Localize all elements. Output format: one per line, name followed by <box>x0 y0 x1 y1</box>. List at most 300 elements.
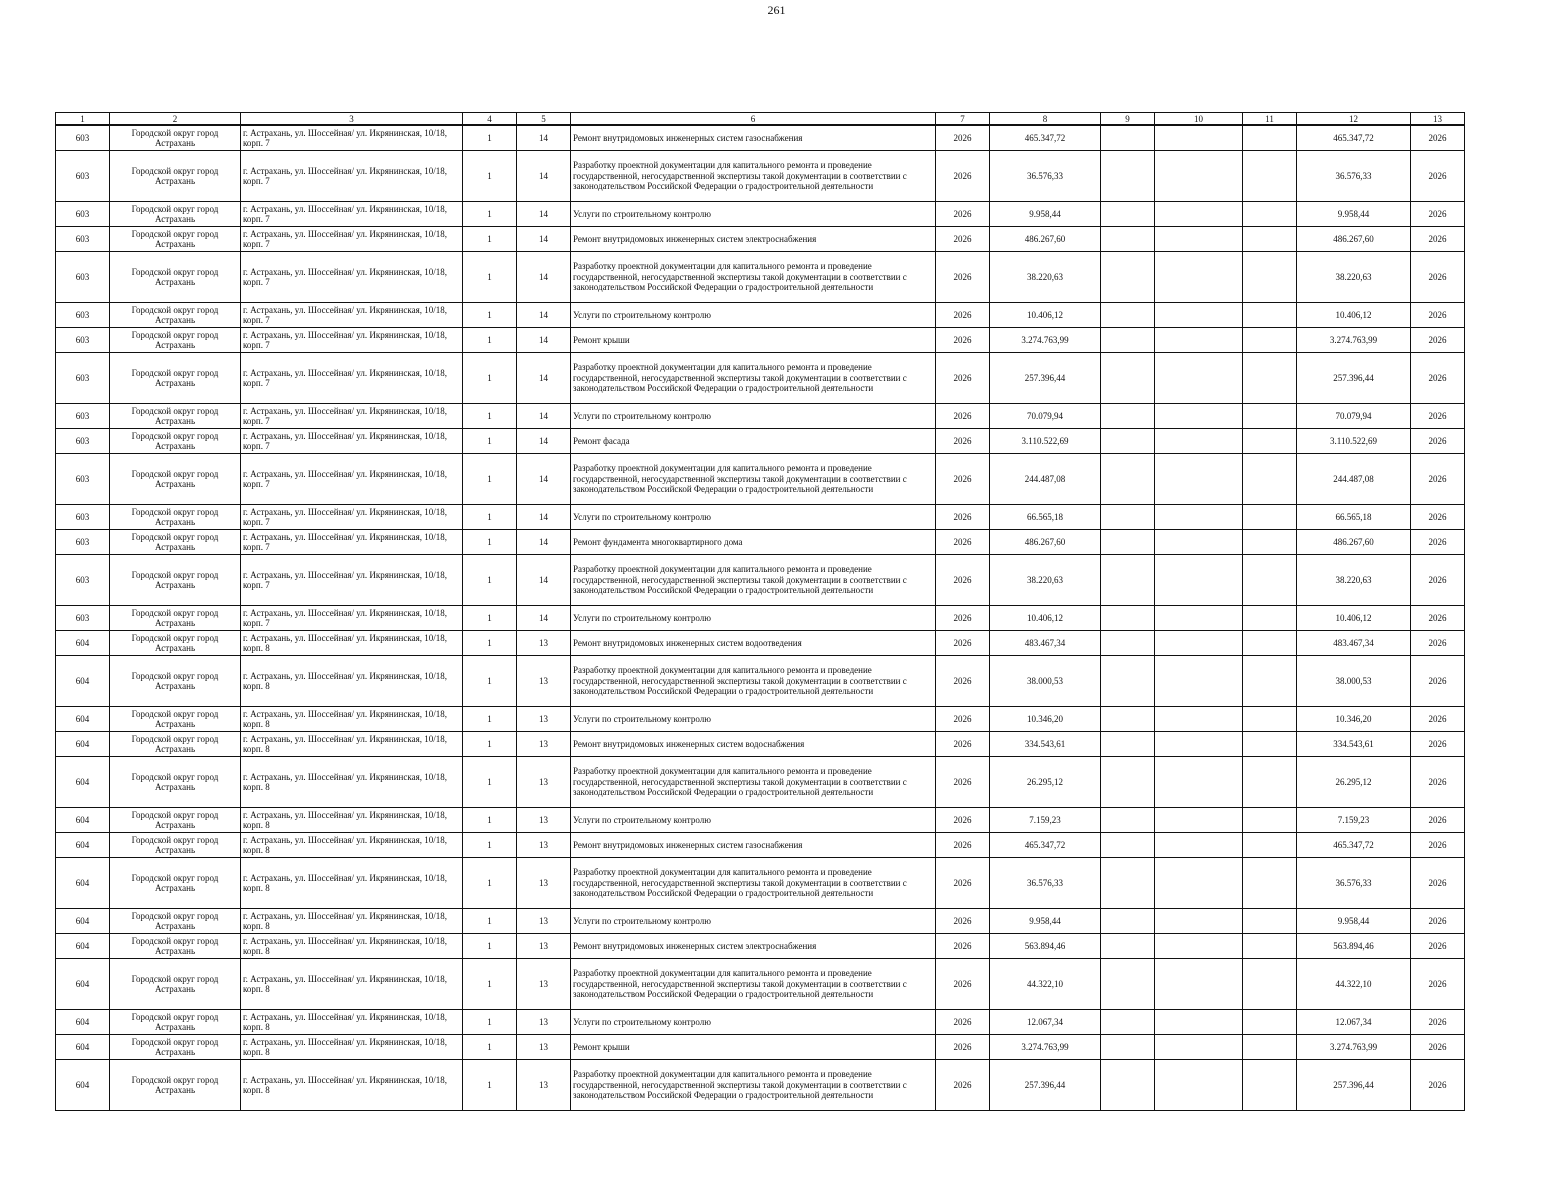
col4-cell: 1 <box>463 808 517 833</box>
col9-cell <box>1101 934 1155 959</box>
row-number: 604 <box>56 909 110 934</box>
work-type-cell: Разработку проектной документации для капитального ремонта и проведение государственной, негосударственной экспертизы такой документации в соответствии с законодательством Российской Федерации о градостроительной деятельности <box>571 656 936 707</box>
col9-cell <box>1101 833 1155 858</box>
table-row <box>56 202 1465 227</box>
address-cell: г. Астрахань, ул. Шоссейная/ ул. Икрянинская, 10/18, корп. 8 <box>241 934 463 959</box>
col12-cell: 465.347,72 <box>1297 125 1411 151</box>
col4-cell: 1 <box>463 328 517 353</box>
col13-cell: 2026 <box>1411 252 1465 303</box>
col11-cell <box>1243 328 1297 353</box>
col13-cell: 2026 <box>1411 555 1465 606</box>
col9-cell <box>1101 732 1155 757</box>
col9-cell <box>1101 1035 1155 1060</box>
col10-cell <box>1155 328 1243 353</box>
district-cell: Городской округ город Астрахань <box>110 1060 241 1111</box>
work-type-cell: Ремонт внутридомовых инженерных систем водоотведения <box>571 631 936 656</box>
year-cell: 2026 <box>936 530 990 555</box>
col9-cell <box>1101 404 1155 429</box>
cost-cell: 12.067,34 <box>990 1010 1101 1035</box>
col12-cell: 3.110.522,69 <box>1297 429 1411 454</box>
col11-cell <box>1243 1010 1297 1035</box>
year-cell: 2026 <box>936 959 990 1010</box>
col5-cell: 13 <box>517 1035 571 1060</box>
col9-cell <box>1101 505 1155 530</box>
col10-cell <box>1155 631 1243 656</box>
address-cell: г. Астрахань, ул. Шоссейная/ ул. Икрянинская, 10/18, корп. 7 <box>241 555 463 606</box>
col12-cell: 12.067,34 <box>1297 1010 1411 1035</box>
col11-cell <box>1243 606 1297 631</box>
district-cell: Городской округ город Астрахань <box>110 833 241 858</box>
col10-cell <box>1155 959 1243 1010</box>
col11-cell <box>1243 353 1297 404</box>
district-cell: Городской округ город Астрахань <box>110 353 241 404</box>
work-type-cell: Разработку проектной документации для капитального ремонта и проведение государственной, негосударственной экспертизы такой документации в соответствии с законодательством Российской Федерации о градостроительной деятельности <box>571 757 936 808</box>
cost-cell: 38.000,53 <box>990 656 1101 707</box>
col13-cell: 2026 <box>1411 732 1465 757</box>
table-row <box>56 732 1465 757</box>
work-type-cell: Услуги по строительному контролю <box>571 505 936 530</box>
col9-cell <box>1101 252 1155 303</box>
row-number: 604 <box>56 833 110 858</box>
col5-cell: 14 <box>517 429 571 454</box>
col13-cell: 2026 <box>1411 858 1465 909</box>
col4-cell: 1 <box>463 757 517 808</box>
col5-cell: 14 <box>517 606 571 631</box>
address-cell: г. Астрахань, ул. Шоссейная/ ул. Икрянинская, 10/18, корп. 8 <box>241 959 463 1010</box>
col9-cell <box>1101 328 1155 353</box>
work-type-cell: Ремонт внутридомовых инженерных систем водоснабжения <box>571 732 936 757</box>
row-number: 603 <box>56 125 110 151</box>
col12-cell: 70.079,94 <box>1297 404 1411 429</box>
table-row <box>56 1010 1465 1035</box>
row-number: 604 <box>56 656 110 707</box>
work-type-cell: Ремонт внутридомовых инженерных систем электроснабжения <box>571 227 936 252</box>
col5-cell: 14 <box>517 125 571 151</box>
work-type-cell: Разработку проектной документации для капитального ремонта и проведение государственной, негосударственной экспертизы такой документации в соответствии с законодательством Российской Федерации о градостроительной деятельности <box>571 959 936 1010</box>
col12-cell: 244.487,08 <box>1297 454 1411 505</box>
work-type-cell: Разработку проектной документации для капитального ремонта и проведение государственной, негосударственной экспертизы такой документации в соответствии с законодательством Российской Федерации о градостроительной деятельности <box>571 151 936 202</box>
row-number: 604 <box>56 858 110 909</box>
district-cell: Городской округ город Астрахань <box>110 959 241 1010</box>
address-cell: г. Астрахань, ул. Шоссейная/ ул. Икрянинская, 10/18, корп. 8 <box>241 1035 463 1060</box>
col13-cell: 2026 <box>1411 631 1465 656</box>
work-type-cell: Разработку проектной документации для капитального ремонта и проведение государственной, негосударственной экспертизы такой документации в соответствии с законодательством Российской Федерации о градостроительной деятельности <box>571 454 936 505</box>
col13-cell: 2026 <box>1411 454 1465 505</box>
col9-cell <box>1101 125 1155 151</box>
col13-cell: 2026 <box>1411 757 1465 808</box>
district-cell: Городской округ город Астрахань <box>110 125 241 151</box>
year-cell: 2026 <box>936 151 990 202</box>
col5-cell: 13 <box>517 1010 571 1035</box>
work-type-cell: Услуги по строительному контролю <box>571 808 936 833</box>
address-cell: г. Астрахань, ул. Шоссейная/ ул. Икрянинская, 10/18, корп. 7 <box>241 227 463 252</box>
col9-cell <box>1101 530 1155 555</box>
col13-cell: 2026 <box>1411 656 1465 707</box>
col12-cell: 9.958,44 <box>1297 909 1411 934</box>
repair-schedule-table <box>55 112 1465 1111</box>
row-number: 603 <box>56 530 110 555</box>
address-cell: г. Астрахань, ул. Шоссейная/ ул. Икрянинская, 10/18, корп. 8 <box>241 1060 463 1111</box>
table-row <box>56 959 1465 1010</box>
col5-cell: 13 <box>517 631 571 656</box>
column-header: 7 <box>936 113 990 126</box>
col5-cell: 14 <box>517 151 571 202</box>
col9-cell <box>1101 454 1155 505</box>
table-row <box>56 909 1465 934</box>
col11-cell <box>1243 125 1297 151</box>
year-cell: 2026 <box>936 1010 990 1035</box>
col5-cell: 14 <box>517 303 571 328</box>
address-cell: г. Астрахань, ул. Шоссейная/ ул. Икрянинская, 10/18, корп. 7 <box>241 151 463 202</box>
col10-cell <box>1155 505 1243 530</box>
col5-cell: 13 <box>517 909 571 934</box>
col9-cell <box>1101 606 1155 631</box>
year-cell: 2026 <box>936 454 990 505</box>
col4-cell: 1 <box>463 606 517 631</box>
col5-cell: 14 <box>517 252 571 303</box>
col12-cell: 486.267,60 <box>1297 227 1411 252</box>
row-number: 603 <box>56 227 110 252</box>
table-row <box>56 505 1465 530</box>
table-row <box>56 353 1465 404</box>
table-row <box>56 151 1465 202</box>
column-header: 9 <box>1101 113 1155 126</box>
col10-cell <box>1155 555 1243 606</box>
table-row <box>56 303 1465 328</box>
col10-cell <box>1155 404 1243 429</box>
col13-cell: 2026 <box>1411 353 1465 404</box>
col10-cell <box>1155 252 1243 303</box>
cost-cell: 486.267,60 <box>990 530 1101 555</box>
col11-cell <box>1243 732 1297 757</box>
column-header: 1 <box>56 113 110 126</box>
col12-cell: 465.347,72 <box>1297 833 1411 858</box>
cost-cell: 38.220,63 <box>990 252 1101 303</box>
row-number: 604 <box>56 1035 110 1060</box>
cost-cell: 70.079,94 <box>990 404 1101 429</box>
col5-cell: 13 <box>517 934 571 959</box>
row-number: 603 <box>56 151 110 202</box>
table-body <box>56 125 1465 1111</box>
col9-cell <box>1101 1060 1155 1111</box>
col4-cell: 1 <box>463 631 517 656</box>
col11-cell <box>1243 808 1297 833</box>
district-cell: Городской округ город Астрахань <box>110 808 241 833</box>
col4-cell: 1 <box>463 454 517 505</box>
cost-cell: 486.267,60 <box>990 227 1101 252</box>
col9-cell <box>1101 555 1155 606</box>
col10-cell <box>1155 833 1243 858</box>
col12-cell: 10.406,12 <box>1297 303 1411 328</box>
district-cell: Городской округ город Астрахань <box>110 555 241 606</box>
col11-cell <box>1243 404 1297 429</box>
district-cell: Городской округ город Астрахань <box>110 934 241 959</box>
col10-cell <box>1155 934 1243 959</box>
year-cell: 2026 <box>936 934 990 959</box>
address-cell: г. Астрахань, ул. Шоссейная/ ул. Икрянинская, 10/18, корп. 8 <box>241 909 463 934</box>
col5-cell: 13 <box>517 808 571 833</box>
col9-cell <box>1101 808 1155 833</box>
work-type-cell: Услуги по строительному контролю <box>571 606 936 631</box>
district-cell: Городской округ город Астрахань <box>110 631 241 656</box>
col11-cell <box>1243 1035 1297 1060</box>
address-cell: г. Астрахань, ул. Шоссейная/ ул. Икрянинская, 10/18, корп. 7 <box>241 202 463 227</box>
work-type-cell: Услуги по строительному контролю <box>571 1010 936 1035</box>
work-type-cell: Услуги по строительному контролю <box>571 909 936 934</box>
table-row <box>56 404 1465 429</box>
col12-cell: 44.322,10 <box>1297 959 1411 1010</box>
col12-cell: 38.220,63 <box>1297 555 1411 606</box>
col13-cell: 2026 <box>1411 1035 1465 1060</box>
district-cell: Городской округ город Астрахань <box>110 732 241 757</box>
col11-cell <box>1243 909 1297 934</box>
row-number: 604 <box>56 1060 110 1111</box>
year-cell: 2026 <box>936 1060 990 1111</box>
col4-cell: 1 <box>463 530 517 555</box>
col5-cell: 14 <box>517 227 571 252</box>
col12-cell: 66.565,18 <box>1297 505 1411 530</box>
col10-cell <box>1155 353 1243 404</box>
col5-cell: 13 <box>517 833 571 858</box>
work-type-cell: Разработку проектной документации для капитального ремонта и проведение государственной, негосударственной экспертизы такой документации в соответствии с законодательством Российской Федерации о градостроительной деятельности <box>571 353 936 404</box>
col10-cell <box>1155 202 1243 227</box>
year-cell: 2026 <box>936 303 990 328</box>
col12-cell: 9.958,44 <box>1297 202 1411 227</box>
district-cell: Городской округ город Астрахань <box>110 530 241 555</box>
column-header: 11 <box>1243 113 1297 126</box>
work-type-cell: Ремонт крыши <box>571 1035 936 1060</box>
work-type-cell: Ремонт фундамента многоквартирного дома <box>571 530 936 555</box>
cost-cell: 36.576,33 <box>990 151 1101 202</box>
cost-cell: 10.346,20 <box>990 707 1101 732</box>
col9-cell <box>1101 757 1155 808</box>
cost-cell: 483.467,34 <box>990 631 1101 656</box>
district-cell: Городской округ город Астрахань <box>110 202 241 227</box>
col13-cell: 2026 <box>1411 505 1465 530</box>
col9-cell <box>1101 227 1155 252</box>
row-number: 603 <box>56 353 110 404</box>
cost-cell: 334.543,61 <box>990 732 1101 757</box>
col4-cell: 1 <box>463 1060 517 1111</box>
address-cell: г. Астрахань, ул. Шоссейная/ ул. Икрянинская, 10/18, корп. 8 <box>241 808 463 833</box>
col13-cell: 2026 <box>1411 707 1465 732</box>
col11-cell <box>1243 631 1297 656</box>
table-row <box>56 934 1465 959</box>
col11-cell <box>1243 959 1297 1010</box>
row-number: 603 <box>56 202 110 227</box>
district-cell: Городской округ город Астрахань <box>110 1010 241 1035</box>
address-cell: г. Астрахань, ул. Шоссейная/ ул. Икрянинская, 10/18, корп. 8 <box>241 631 463 656</box>
col10-cell <box>1155 858 1243 909</box>
row-number: 603 <box>56 328 110 353</box>
work-type-cell: Ремонт внутридомовых инженерных систем газоснабжения <box>571 125 936 151</box>
col11-cell <box>1243 429 1297 454</box>
work-type-cell: Разработку проектной документации для капитального ремонта и проведение государственной, негосударственной экспертизы такой документации в соответствии с законодательством Российской Федерации о градостроительной деятельности <box>571 252 936 303</box>
col12-cell: 486.267,60 <box>1297 530 1411 555</box>
col12-cell: 10.346,20 <box>1297 707 1411 732</box>
district-cell: Городской округ город Астрахань <box>110 328 241 353</box>
col10-cell <box>1155 707 1243 732</box>
address-cell: г. Астрахань, ул. Шоссейная/ ул. Икрянинская, 10/18, корп. 8 <box>241 732 463 757</box>
col4-cell: 1 <box>463 227 517 252</box>
column-header: 13 <box>1411 113 1465 126</box>
row-number: 604 <box>56 757 110 808</box>
district-cell: Городской округ город Астрахань <box>110 429 241 454</box>
col13-cell: 2026 <box>1411 429 1465 454</box>
col4-cell: 1 <box>463 429 517 454</box>
year-cell: 2026 <box>936 252 990 303</box>
col11-cell <box>1243 454 1297 505</box>
col5-cell: 14 <box>517 353 571 404</box>
year-cell: 2026 <box>936 404 990 429</box>
col12-cell: 7.159,23 <box>1297 808 1411 833</box>
work-type-cell: Ремонт крыши <box>571 328 936 353</box>
table-row <box>56 227 1465 252</box>
cost-cell: 26.295,12 <box>990 757 1101 808</box>
col10-cell <box>1155 429 1243 454</box>
col10-cell <box>1155 656 1243 707</box>
district-cell: Городской округ город Астрахань <box>110 454 241 505</box>
col9-cell <box>1101 707 1155 732</box>
col4-cell: 1 <box>463 1035 517 1060</box>
col4-cell: 1 <box>463 404 517 429</box>
year-cell: 2026 <box>936 833 990 858</box>
col9-cell <box>1101 631 1155 656</box>
address-cell: г. Астрахань, ул. Шоссейная/ ул. Икрянинская, 10/18, корп. 7 <box>241 328 463 353</box>
col10-cell <box>1155 151 1243 202</box>
year-cell: 2026 <box>936 732 990 757</box>
col5-cell: 13 <box>517 707 571 732</box>
table-row <box>56 833 1465 858</box>
table-row <box>56 1035 1465 1060</box>
row-number: 603 <box>56 404 110 429</box>
cost-cell: 66.565,18 <box>990 505 1101 530</box>
col10-cell <box>1155 757 1243 808</box>
col12-cell: 10.406,12 <box>1297 606 1411 631</box>
cost-cell: 44.322,10 <box>990 959 1101 1010</box>
district-cell: Городской округ город Астрахань <box>110 707 241 732</box>
district-cell: Городской округ город Астрахань <box>110 1035 241 1060</box>
col4-cell: 1 <box>463 833 517 858</box>
district-cell: Городской округ город Астрахань <box>110 404 241 429</box>
col10-cell <box>1155 227 1243 252</box>
cost-cell: 9.958,44 <box>990 202 1101 227</box>
col9-cell <box>1101 202 1155 227</box>
address-cell: г. Астрахань, ул. Шоссейная/ ул. Икрянинская, 10/18, корп. 7 <box>241 505 463 530</box>
col13-cell: 2026 <box>1411 202 1465 227</box>
district-cell: Городской округ город Астрахань <box>110 227 241 252</box>
col12-cell: 3.274.763,99 <box>1297 1035 1411 1060</box>
address-cell: г. Астрахань, ул. Шоссейная/ ул. Икрянинская, 10/18, корп. 8 <box>241 707 463 732</box>
cost-cell: 9.958,44 <box>990 909 1101 934</box>
col4-cell: 1 <box>463 303 517 328</box>
col9-cell <box>1101 353 1155 404</box>
col4-cell: 1 <box>463 202 517 227</box>
col9-cell <box>1101 858 1155 909</box>
cost-cell: 563.894,46 <box>990 934 1101 959</box>
year-cell: 2026 <box>936 125 990 151</box>
col12-cell: 36.576,33 <box>1297 858 1411 909</box>
col12-cell: 257.396,44 <box>1297 353 1411 404</box>
address-cell: г. Астрахань, ул. Шоссейная/ ул. Икрянинская, 10/18, корп. 7 <box>241 252 463 303</box>
col5-cell: 13 <box>517 757 571 808</box>
row-number: 603 <box>56 252 110 303</box>
cost-cell: 257.396,44 <box>990 353 1101 404</box>
table-row <box>56 429 1465 454</box>
column-header: 8 <box>990 113 1101 126</box>
col4-cell: 1 <box>463 707 517 732</box>
col4-cell: 1 <box>463 555 517 606</box>
row-number: 604 <box>56 707 110 732</box>
col5-cell: 13 <box>517 959 571 1010</box>
year-cell: 2026 <box>936 555 990 606</box>
col13-cell: 2026 <box>1411 1060 1465 1111</box>
col11-cell <box>1243 757 1297 808</box>
column-header: 3 <box>241 113 463 126</box>
cost-cell: 257.396,44 <box>990 1060 1101 1111</box>
address-cell: г. Астрахань, ул. Шоссейная/ ул. Икрянинская, 10/18, корп. 8 <box>241 656 463 707</box>
work-type-cell: Ремонт фасада <box>571 429 936 454</box>
work-type-cell: Разработку проектной документации для капитального ремонта и проведение государственной, негосударственной экспертизы такой документации в соответствии с законодательством Российской Федерации о градостроительной деятельности <box>571 1060 936 1111</box>
year-cell: 2026 <box>936 505 990 530</box>
col12-cell: 38.220,63 <box>1297 252 1411 303</box>
cost-cell: 10.406,12 <box>990 606 1101 631</box>
col12-cell: 26.295,12 <box>1297 757 1411 808</box>
col11-cell <box>1243 505 1297 530</box>
work-type-cell: Ремонт внутридомовых инженерных систем электроснабжения <box>571 934 936 959</box>
table-row <box>56 125 1465 151</box>
table-row <box>56 454 1465 505</box>
district-cell: Городской округ город Астрахань <box>110 252 241 303</box>
col5-cell: 13 <box>517 732 571 757</box>
col13-cell: 2026 <box>1411 125 1465 151</box>
row-number: 603 <box>56 454 110 505</box>
col11-cell <box>1243 202 1297 227</box>
col11-cell <box>1243 530 1297 555</box>
row-number: 603 <box>56 505 110 530</box>
col11-cell <box>1243 555 1297 606</box>
col13-cell: 2026 <box>1411 404 1465 429</box>
page-number: 261 <box>767 3 786 17</box>
col13-cell: 2026 <box>1411 833 1465 858</box>
col13-cell: 2026 <box>1411 303 1465 328</box>
col4-cell: 1 <box>463 909 517 934</box>
year-cell: 2026 <box>936 328 990 353</box>
col4-cell: 1 <box>463 252 517 303</box>
col9-cell <box>1101 959 1155 1010</box>
year-cell: 2026 <box>936 202 990 227</box>
col5-cell: 13 <box>517 656 571 707</box>
col10-cell <box>1155 303 1243 328</box>
col13-cell: 2026 <box>1411 227 1465 252</box>
col10-cell <box>1155 1060 1243 1111</box>
table-row <box>56 606 1465 631</box>
district-cell: Городской округ город Астрахань <box>110 151 241 202</box>
col5-cell: 13 <box>517 858 571 909</box>
column-header: 6 <box>571 113 936 126</box>
district-cell: Городской округ город Астрахань <box>110 656 241 707</box>
address-cell: г. Астрахань, ул. Шоссейная/ ул. Икрянинская, 10/18, корп. 8 <box>241 757 463 808</box>
district-cell: Городской округ город Астрахань <box>110 303 241 328</box>
col5-cell: 14 <box>517 555 571 606</box>
column-number-row <box>56 113 1465 126</box>
cost-cell: 38.220,63 <box>990 555 1101 606</box>
col4-cell: 1 <box>463 353 517 404</box>
col5-cell: 14 <box>517 505 571 530</box>
col9-cell <box>1101 429 1155 454</box>
district-cell: Городской округ город Астрахань <box>110 909 241 934</box>
table-row <box>56 252 1465 303</box>
